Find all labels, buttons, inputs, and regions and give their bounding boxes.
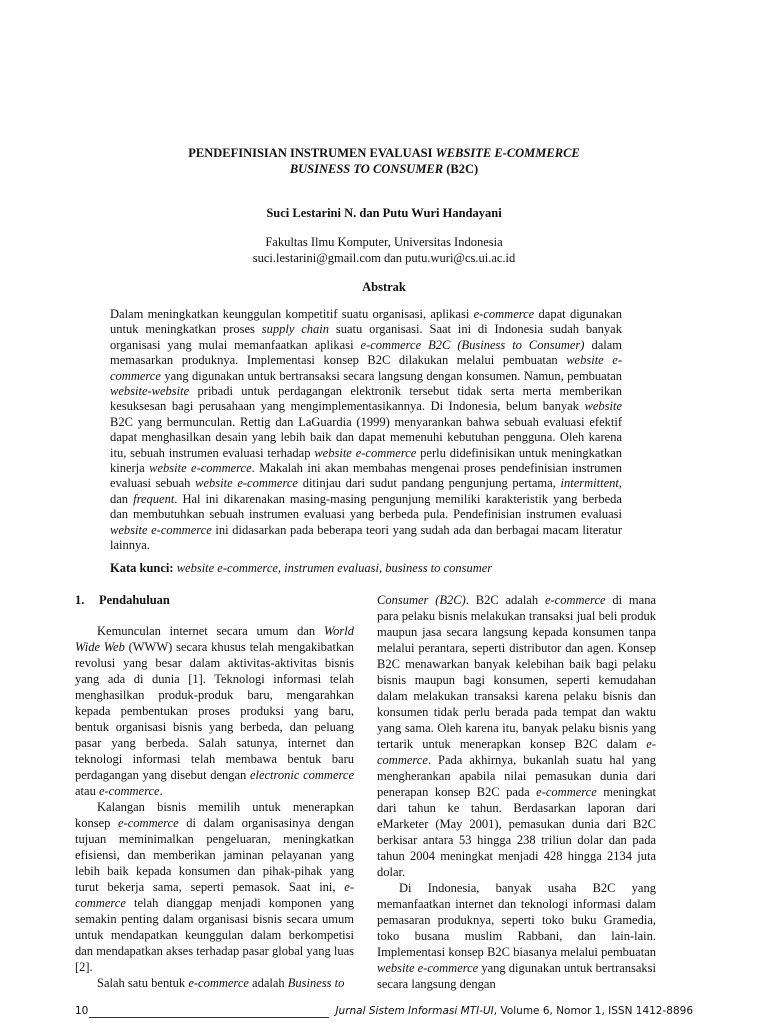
body-text: (WWW) secara khusus telah mengakibatkan revolusi yang besar dalam aktivitas-aktivitas bisnis yang ada di dunia [1]. Teknologi informasi telah menghasilkan produk-produk baru, mengarahkan kepada pembentukan proses produksi yang baru, bentuk organisasi bisnis yang berbeda, dan peluang pasar yang berbeda. Salah satunya, internet dan teknologi informasi telah membawa bentuk baru perdagangan yang disebut dengan — [75, 640, 354, 782]
abstract-term: e-commerce — [473, 307, 535, 321]
journal-info: , Volume 6, Nomor 1, ISSN 1412-8896 — [493, 1005, 693, 1017]
abstract-text: ditinjau dari sudut pandang pengunjung pertama, — [297, 476, 561, 491]
footer-rule — [89, 1017, 329, 1018]
affiliation-emails: suci.lestarini@gmail.com dan putu.wuri@cs.ui.ac.id — [252, 251, 516, 265]
body-text: meningkat dari tahun ke tahun. Berdasarkan laporan dari eMarketer (May 2001), pemasukan dunia dari B2C berkisar antara 53 hingga 238 triliun dolar dan pada tahun 2004 meningkat menjadi 428 hingga 2134 juta dolar. — [377, 785, 656, 879]
right-paragraph-2 — [377, 880, 656, 992]
abstract-term: supply chain — [261, 322, 329, 337]
body-text: . — [159, 784, 163, 798]
body-term: Business to — [287, 976, 345, 990]
right-column — [377, 592, 656, 992]
authors: Suci Lestarini N. dan Putu Wuri Handayani — [266, 206, 502, 220]
body-term: e-commerce — [188, 976, 249, 990]
section-title: Pendahuluan — [99, 593, 170, 607]
body-text: adalah — [248, 976, 288, 990]
body-text: Salah satu bentuk — [97, 976, 189, 990]
abstract-text: ini didasarkan pada beberapa teori yang sudah ada dan berbagai macam literatur lainnya. — [110, 522, 622, 553]
abstract-text: pribadi untuk perdagangan elektronik tersebut tidak serta merta memberikan kesuksesan bagi perusahaan yang mengimplementasikannya. Di Indonesia, belum banyak — [110, 384, 622, 414]
body-text: Kalangan bisnis memilih untuk menerapkan konsep — [75, 800, 354, 830]
body-text: di dalam organisasinya dengan tujuan meminimalkan pengeluaran, meningkatkan efisiensi, dan memberikan jaminan pelayanan yang lebih baik kepada konsumen dan pihak-pihak yang turut bekerja sama, seperti pemasok. Saat ini, — [75, 816, 354, 894]
keywords — [110, 561, 622, 576]
right-paragraph-1 — [377, 592, 656, 880]
left-paragraph-3 — [75, 975, 354, 991]
body-term: electronic commerce — [249, 768, 354, 782]
left-paragraph-2 — [75, 799, 354, 975]
section-number: 1. — [75, 593, 85, 607]
body-term: e-commerce — [536, 785, 597, 799]
left-column — [75, 592, 354, 991]
page-footer — [75, 1005, 693, 1021]
abstract-text: dalam memasarkan produknya. Implementasi konsep B2C dilakukan melalui pembuatan — [110, 337, 622, 368]
abstract-term: intermittent — [560, 476, 619, 491]
body-term: e-commerce — [98, 784, 160, 798]
affiliation — [0, 234, 768, 266]
body-text: Di Indonesia, banyak usaha B2C yang memanfaatkan internet dan teknologi informasi dalam pemasaran produknya, seperti toko buku Gramedia, toko busana muslim Rabbani, dan lain-lain. Implementasi konsep B2C biasanya melalui pembuatan — [377, 881, 656, 959]
title-line2-italic: BUSINESS TO CONSUMER — [289, 162, 444, 176]
body-term: Consumer (B2C) — [377, 593, 466, 607]
abstract-term: e-commerce B2C (Business to Consumer) — [360, 337, 585, 352]
title-line1-italic: WEBSITE E-COMMERCE — [435, 146, 580, 160]
body-text: . Pada akhirnya, bukanlah suatu hal yang mengherankan apabila nilai pemasukan dunia dari penerapan konsep B2C pada — [377, 753, 656, 799]
abstract-term: website-website — [110, 384, 190, 399]
keywords-text: website e-commerce, instrumen evaluasi, business to consumer — [173, 561, 493, 575]
abstract-text: . Hal ini dikarenakan masing-masing pengunjung memiliki karakteristik yang berbeda dan membutuhkan sebuah instrumen evaluasi yang berbeda pula. Pendefinisian instrumen evaluasi — [110, 491, 622, 522]
body-term: e-commerce — [75, 880, 354, 910]
left-paragraph-1 — [75, 623, 354, 799]
abstract-term: website — [584, 399, 622, 414]
abstract-text: yang digunakan untuk bertransaksi secara langsung dengan konsumen. Namun, pembuatan — [160, 368, 622, 383]
affiliation-institution: Fakultas Ilmu Komputer, Universitas Indonesia — [265, 235, 503, 249]
body-term: e-commerce — [377, 737, 656, 767]
page-number: 10 — [75, 1005, 89, 1017]
journal-citation — [335, 1005, 693, 1017]
abstract-term: website e-commerce — [149, 461, 252, 476]
keywords-label: Kata kunci: — [110, 561, 174, 575]
abstract-term: website e-commerce — [110, 353, 622, 383]
paper-title — [0, 145, 768, 177]
journal-name: Jurnal Sistem Informasi MTI-UI — [335, 1005, 494, 1017]
abstract-text: perlu didefinisikan untuk meningkatkan kinerja — [110, 445, 623, 476]
abstract-body — [110, 307, 622, 554]
body-term: website e-commerce — [377, 961, 479, 975]
abstract-text: dapat digunakan untuk meningkatkan proses — [110, 307, 623, 337]
title-line1-normal: PENDEFINISIAN INSTRUMEN EVALUASI — [188, 146, 436, 160]
body-text: telah dianggap menjadi komponen yang semakin penting dalam organisasi bisnis secara umum untuk mendapatkan keunggulan dalam berkompetisi dan mendapatkan akses terhadap pasar global yang luas [2]. — [75, 896, 354, 974]
abstract-term: website e-commerce — [110, 522, 212, 537]
body-term: e-commerce — [118, 816, 179, 830]
title-line2-normal: (B2C) — [443, 162, 479, 176]
body-text: di mana para pelaku bisnis melakukan transaksi jual beli produk maupun jasa secara langsung kepada konsumen tanpa melalui perantara, seperti distributor dan agen. Konsep B2C menawarkan banyak kelebihan baik bagi pelaku bisnis maupun bagi konsumen, seperti kemudahan dalam melakukan transaksi karena pelaku bisnis dan konsumen tidak perlu berada pada tempat dan waktu yang sama. Oleh karena itu, banyak pelaku bisnis yang tertarik untuk menerapkan konsep B2C dalam — [377, 593, 656, 751]
body-text: Kemunculan internet secara umum dan — [97, 624, 324, 638]
body-text: . B2C adalah — [465, 593, 545, 607]
abstract-term: frequent — [133, 491, 175, 506]
abstract-text: . Makalah ini akan membahas mengenai proses pendefinisian instrumen evaluasi sebuah — [110, 461, 622, 491]
abstract-text: B2C yang bermunculan. Rettig dan LaGuardia (1999) menyarankan bahwa sebuah evaluasi efektif dapat menghasilkan desain yang lebih baik dan dapat memenuhi kebutuhan pengguna. Oleh karena itu, sebuah instrumen evaluasi terhadap — [110, 414, 622, 460]
abstract-term: website e-commerce — [195, 476, 298, 491]
body-term: e-commerce — [544, 593, 606, 607]
abstract-heading: Abstrak — [362, 280, 406, 294]
abstract-term: website e-commerce — [314, 445, 417, 460]
body-text: atau — [75, 784, 99, 798]
abstract-text: suatu organisasi. Saat ini di Indonesia sudah banyak organisasi yang mulai memanfaatkan aplikasi — [110, 322, 622, 352]
abstract-text: Dalam meningkatkan keunggulan kompetitif suatu organisasi, aplikasi — [110, 307, 474, 321]
abstract-text: , dan — [110, 476, 622, 506]
section-heading — [75, 592, 354, 608]
body-term: World Wide Web — [75, 624, 354, 654]
body-text: yang digunakan untuk bertransaksi secara langsung dengan — [377, 961, 656, 991]
